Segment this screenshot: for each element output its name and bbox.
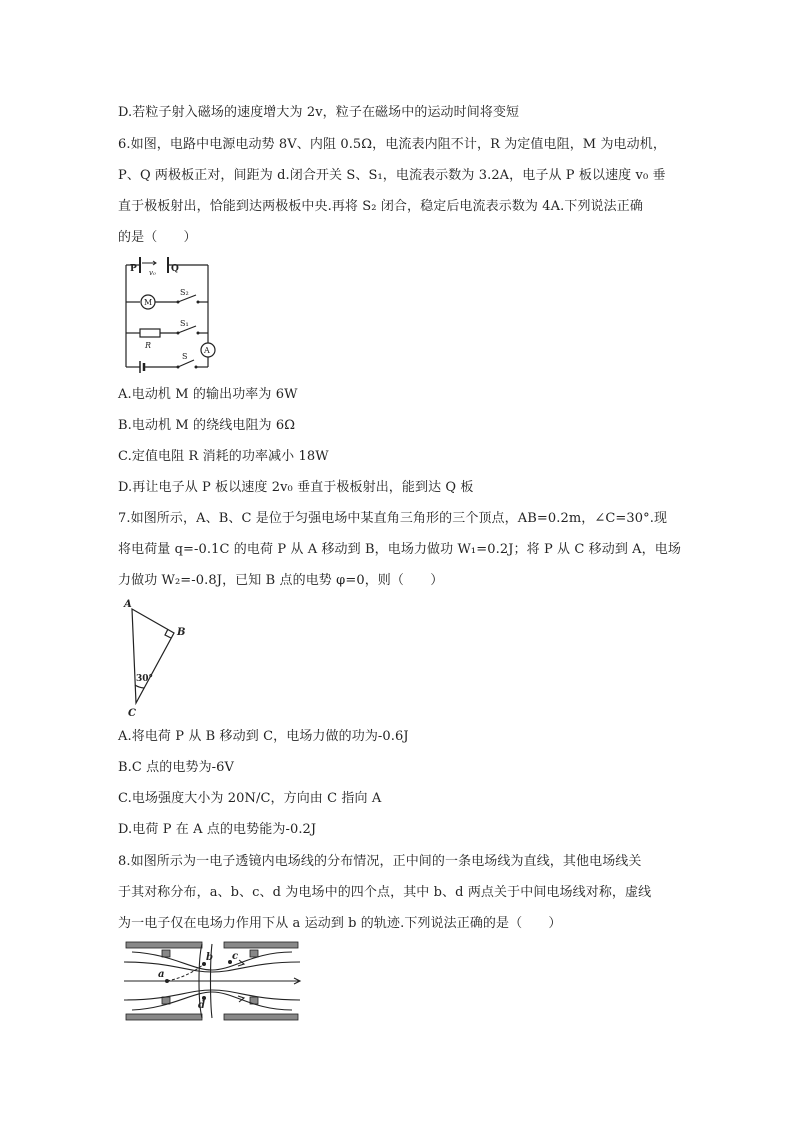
q7-stem-line-1: 7.如图所示，A、B、C 是位于匀强电场中某直角三角形的三个顶点，AB=0.2m，∠C=30°.现 [118,511,668,526]
q7-option-c: C.电场强度大小为 20N/C，方向由 C 指向 A [118,791,382,806]
q7-option-b: B.C 点的电势为-6V [118,760,235,775]
electron-lens-diagram [122,940,302,1022]
q6-stem-line-4: 的是（ ） [118,230,197,245]
q7-stem-line-3: 力做功 W₂=-0.8J，已知 B 点的电势 φ=0，则（ ） [118,573,444,588]
ammeter-label: A [204,346,210,355]
q8-stem-line-1: 8.如图所示为一电子透镜内电场线的分布情况，正中间的一条电场线为直线，其他电场线关 [118,854,642,869]
vertex-c-label: C [128,708,136,719]
point-a-label: a [158,969,165,980]
triangle-diagram [118,595,198,720]
q5-option-d: D.若粒子射入磁场的速度增大为 2v，粒子在磁场中的运动时间将变短 [118,105,520,120]
q6-stem-line-3: 直于极板射出，恰能到达两极板中央.再将 S₂ 闭合，稳定后电流表示数为 4A.下列说法正确 [118,199,643,214]
motor-label: M [144,298,153,307]
circuit-diagram [118,255,228,377]
v0-label: v₀ [149,269,156,277]
q6-stem-line-1: 6.如图，电路中电源电动势 8V、内阻 0.5Ω，电流表内阻不计，R 为定值电阻，M 为电动机， [118,137,666,152]
point-b-label: b [206,952,213,963]
q6-stem-line-2: P、Q 两极板正对，间距为 d.闭合开关 S、S₁，电流表示数为 3.2A，电子从 P 板以速度 v₀ 垂 [118,168,666,183]
q8-lens-figure [122,940,302,1022]
switch-s-label: S [182,352,188,361]
q6-option-a: A.电动机 M 的输出功率为 6W [118,387,298,402]
q7-triangle-figure [118,595,198,720]
q7-option-a: A.将电荷 P 从 B 移动到 C，电场力做的功为-0.6J [118,729,409,744]
angle-c-label: 30° [136,674,154,684]
switch-s2-label: S₂ [180,288,189,297]
switch-s1-label: S₁ [180,319,189,328]
q8-stem-line-3: 为一电子仅在电场力作用下从 a 运动到 b 的轨迹.下列说法正确的是（ ） [118,916,562,931]
q6-circuit-figure [118,255,228,377]
plate-p-label: P [130,264,137,274]
q8-stem-line-2: 于其对称分布，a、b、c、d 为电场中的四个点，其中 b、d 两点关于中间电场线对称，虚线 [118,885,652,900]
q6-option-c: C.定值电阻 R 消耗的功率减小 18W [118,449,329,464]
vertex-a-label: A [124,599,132,610]
vertex-b-label: B [177,627,186,638]
q6-option-b: B.电动机 M 的绕线电阻为 6Ω [118,418,296,433]
q6-option-d: D.再让电子从 P 板以速度 2v₀ 垂直于极板射出，能到达 Q 板 [118,480,474,495]
resistor-label: R [145,341,152,350]
point-d-label: d [198,1000,205,1011]
q7-stem-line-2: 将电荷量 q=-0.1C 的电荷 P 从 A 移动到 B，电场力做功 W₁=0.2J；将 P 从 C 移动到 A，电场 [118,542,681,557]
plate-q-label: Q [171,264,179,274]
point-c-label: c [232,951,239,962]
q7-option-d: D.电荷 P 在 A 点的电势能为-0.2J [118,822,317,837]
